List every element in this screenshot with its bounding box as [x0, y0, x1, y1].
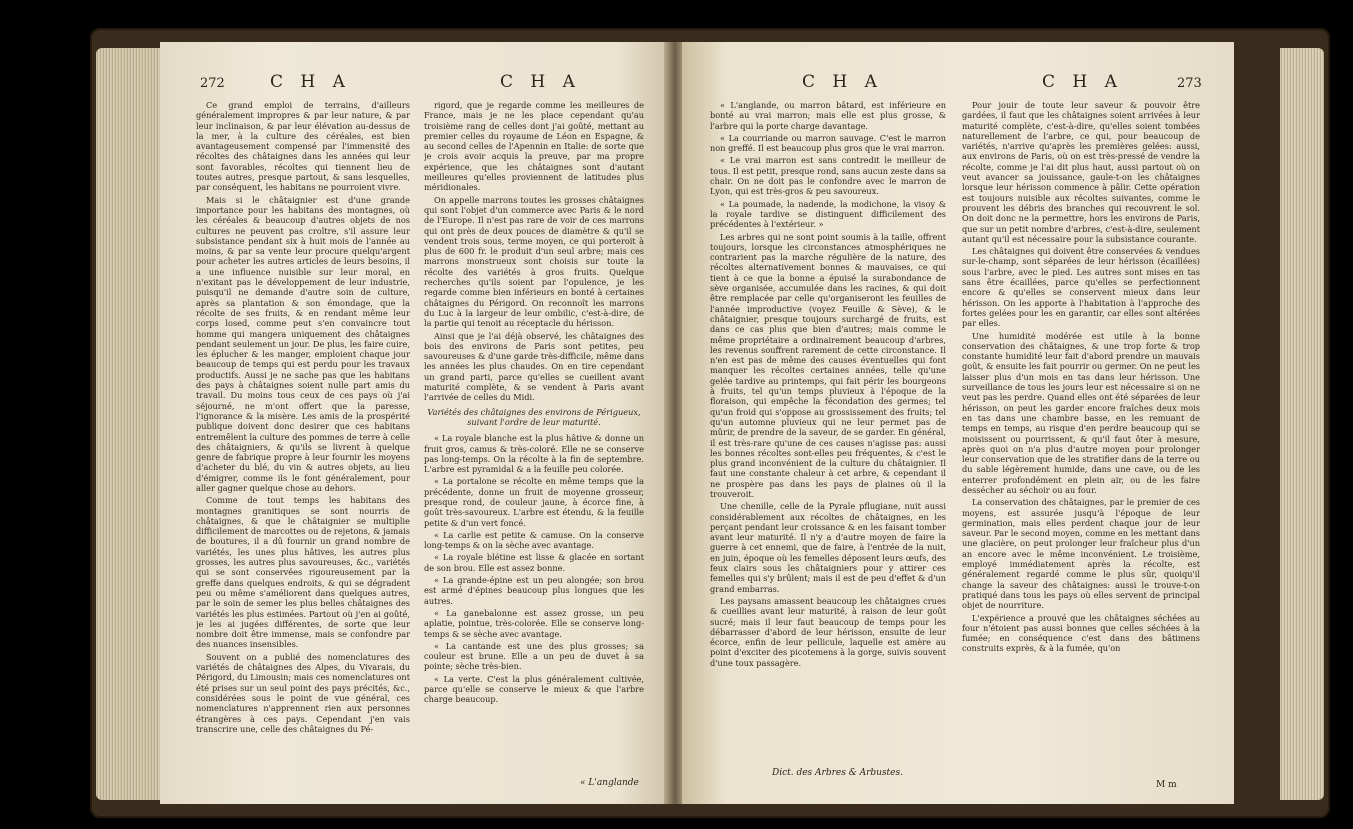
running-head-left-col1: C H A — [270, 72, 351, 92]
paragraph: « La courriande ou marron sauvage. C'est le marron non greffé. Il est beaucoup plus gros que le vrai marron. — [710, 132, 946, 154]
column-footnote: Dict. des Arbres & Arbustes. — [772, 768, 903, 778]
paragraph: Ainsi que je l'ai déjà observé, les châtaignes des bois des environs de Paris sont petites, peu savoureuses & d'une garde très-difficile, même dans les années les plus chaudes. On en tire cependant un grand parti, parce qu'elles se cueillent avant maturité complète, & se vendent à Paris avant l'arrivée de celles du Midi. — [424, 330, 644, 403]
right-page — [682, 42, 1234, 804]
page-number-left: 272 — [200, 76, 225, 91]
paragraph: « La poumade, la nadende, la modichone, la visoy & la royale tardive se distinguent difficilement des précédentes à l'extérieur. » — [710, 198, 946, 230]
page-edges-left — [96, 48, 164, 800]
paragraph: « La grande-épine est un peu alongée; son brou est armé d'épines beaucoup plus longues que les autres. — [424, 575, 644, 606]
paragraph: Mais si le châtaignier est d'une grande importance pour les habitans des montagnes, où les céréales & beaucoup d'autres objets de nos cultures ne peuvent pas croître, s'il assure leur subsistance pendant six à huit mois de l'année au moins, & par sa vente leur procure quelqu'argent pour acheter les autres articles de leurs besoins, il a une influence nuisible sur leur moral, en n'exitant pas le développement de leur industrie, puisqu'il ne demande d'autre soin de culture, après sa plantation & son émondage, que la récolte de ses fruits, & en rendant même leur corps losed, comme peut s'en convaincre tout homme qui mangera uniquement des châtaignes pendant seulement un jour. De plus, les faire cuire, les éplucher & les manger, emploient chaque jour beaucoup de temps qui est perdu pour les travaux productifs. Aussi je ne sache pas que les habitans des pays à châtaignes soient nulle part amis du travail. Du moins tous ceux de ces pays où j'ai séjourné, ne m'ont offert que la paresse, l'ignorance & la misère. Les amis de la prospérité publique doivent donc desirer que ces habitans entremêlent la culture des pommes de terre à celle des châtaigniers, & qu'ils se livrent à quelque genre de fabrique propre à leur fournir les moyens d'acheter du blé, du vin & autres objets, au lieu d'émigrer, comme ils le font généralement, pour aller gagner quelque chose au dehors. — [196, 194, 410, 493]
paragraph: « La cantande est une des plus grosses; sa couleur est brune. Elle a un peu de duvet à sa pointe; sèche très-bien. — [424, 640, 644, 672]
left-page-column-2 — [424, 100, 644, 780]
paragraph: La conservation des châtaignes, par le premier de ces moyens, est assurée jusqu'à l'époque de leur germination, mais elles perdent chaque jour de leur saveur. Par le second moyen, comme en les mettant dans une glacière, on peut prolonger leur fraîcheur plus d'un an encore avec le même inconvénient. Le troisième, employé immédiatement après la récolte, est généralement regardé comme le plus sûr, quoiqu'il change la saveur des châtaignes: aussi le trouve-t-on pratiqué dans tous les pays où elles servent de principal objet de nourriture. — [962, 497, 1200, 611]
paragraph: L'expérience a prouvé que les châtaignes séchées au four n'étoient pas aussi bonnes que celles séchées à la fumée; en conséquence c'est dans des bâtimens construits exprès, & à la fumée, qu'on — [962, 612, 1200, 654]
right-page-column-1 — [710, 100, 946, 762]
running-head-right-col1: C H A — [802, 72, 883, 92]
paragraph: Une humidité modérée est utile à la bonne conservation des châtaignes, & une trop forte & trop constante humidité leur fait d'abord prendre un mauvais goût, & ensuite les fait pourrir ou germer. On ne peut les laisser plus d'un mois en tas dans leur hérisson. Une surveillance de tous les jours leur est nécessaire si on ne veut pas les perdre. Quand elles ont été séparées de leur hérisson, on peut les garder encore fraîches deux mois en tas dans une chambre basse, en les remuant de temps en temps, au risque d'en perdre beaucoup qui se moisissent ou pourrissent, & qu'il faut ôter à mesure, après quoi on n'a plus d'autre moyen pour prolonger leur conservation que de les stratifier dans de la terre ou du sable légèrement humide, dans une cave, ou de les enterrer profondément en plein air, ou de les faire dessécher au séchoir ou au four. — [962, 330, 1200, 495]
paragraph: « La ganebalonne est assez grosse, un peu aplatie, pointue, très-colorée. Elle se conserve long-temps & se sèche avec avantage. — [424, 607, 644, 639]
left-page — [160, 42, 668, 804]
paragraph: « La royale blétine est lisse & glacée en sortant de son brou. Elle est assez bonne. — [424, 552, 644, 573]
paragraph: Pour jouir de toute leur saveur & pouvoir être gardées, il faut que les châtaignes soient arrivées à leur maturité complète, c'est-à-dire, qu'elles soient tombées naturellement de l'arbre, ce qui, pour beaucoup de variétés, n'arrive qu'après les premières gelées: aussi, aux environs de Paris, où on est très-pressé de vendre la récolte, comme je l'ai dit plus haut, aussi partout où on veut avancer sa jouissance, gaule-t-on les châtaignes lorsque leur hérisson commence à pâlir. Cette opération est toujours nuisible aux récoltes suivantes, comme le prouvent les débris des branches qui recouvrent le sol. On doit donc ne la permettre, hors les environs de Paris, que sur un petit nombre d'arbres, c'est-à-dire, seulement autant qu'il est nécessaire pour la subsistance courante. — [962, 100, 1200, 244]
paragraph: On appelle marrons toutes les grosses châtaignes qui sont l'objet d'un commerce avec Paris & le nord de l'Europe. Il n'est pas rare de voir de ces marrons qui ont près de deux pouces de diamètre & qu'il se vendent trois sous, terme moyen, ce qui porteroit à plus de 600 fr. le produit d'un seul arbre; mais ces marrons monstrueux sont choisis sur toute la récolte des variétés à gros fruits. Quelque recherches qu'ils soient par l'opulence, je les regarde comme bien inférieurs en bonté à certaines châtaignes du Périgord. On reconnoît les marrons du Luc à la largeur de leur ombilic, c'est-à-dire, de la partie qui tenoit au réceptacle du hérisson. — [424, 194, 644, 329]
paragraph: « La portalone se récolte en même temps que la précédente, donne un fruit de moyenne grosseur, presque rond, de couleur jaune, à écorce fine, à goût très-savoureux. L'arbre est étendu, & la feuille petite & d'un vert foncé. — [424, 476, 644, 528]
paragraph: Les arbres qui ne sont point soumis à la taille, offrent toujours, lorsque les circonstances atmosphériques ne contrarient pas la marche régulière de la nature, des récoltes alternativement bonnes & mauvaises, ce qui tient à ce que la bonne a épuisé la surabondance de sève organisée, accumulée dans les racines, & qui doit être remplacée par celle qu'organiseront les feuilles de l'année improductive (voyez Feuille & Sève), & le châtaignier, presque toujours surchargé de fruits, est dans ce cas plus que bien d'autres; mais comme le même propriétaire a ordinairement beaucoup d'arbres, les revenus souffrent rarement de cette circonstance. Il n'en est pas de même des causes éventuelles qui font manquer les récoltes certaines années, telle qu'une gelée tardive au printemps, qui fait périr les bourgeons à fruits, tel qu'un temps pluvieux à l'époque de la floraison, qui empêche la fécondation des germes; tel qu'un froid qui s'oppose au grossissement des fruits; tel qu'un automne pluvieux qui ne leur permet pas de mûrir, de prendre de la saveur, de se garder. En général, il est très-rare qu'une de ces causes n'agisse pas: aussi les bonnes récoltes sont-elles peu fréquentes, & c'est le plus grand inconvénient de la culture du châtaignier. Il faut une constante chaleur à cet arbre, & cependant il ne prospère pas dans les pays de plaines où il la trouveroit. — [710, 231, 946, 499]
paragraph: Une chenille, celle de la Pyrale pflugiane, nuit aussi considérablement aux récoltes de châtaignes, en les perçant pendant leur croissance & en les faisant tomber avant leur maturité. Il n'y a d'autre moyen de faire la guerre à cet ennemi, que de faire, à l'entrée de la nuit, en juin, époque où les femelles déposent leurs œufs, des feux clairs sous les châtaigniers pour y attirer ces femelles qui s'y brûlent; mais il est de peu d'effet & d'un grand embarras. — [710, 501, 946, 594]
paragraph: « La carlie est petite & camuse. On la conserve long-temps & on la sèche avec avantage. — [424, 529, 644, 551]
paragraph: Souvent on a publié des nomenclatures des variétés de châtaignes des Alpes, du Vivarais, du Périgord, du Limousin; mais ces nomenclatures ont été prises sur un seul point des pays précités, &c., considérées sous le point de vue général, ces nomenclatures n'apprennent rien aux personnes étrangères à ces pays. Cependant j'en vais transcrire une, celle des châtaignes du Pé- — [196, 651, 410, 734]
paragraph: Ce grand emploi de terrains, d'ailleurs généralement impropres & par leur nature, & par leur inclinaison, & par leur élévation au-dessus de la mer, à la culture des céréales, est bien avantageusement compensé par l'immensité des récoltes des châtaignes dans les années qui leur sont favorables, récoltes qui tiennent lieu de toutes autres, presque partout, & sans lesquelles, par conséquent, les habitans ne pourroient vivre. — [196, 100, 410, 193]
paragraph: Les paysans amassent beaucoup les châtaignes crues & cueillies avant leur maturité, à raison de leur goût sucré; mais il leur faut beaucoup de temps pour les débarrasser d'abord de leur hérisson, ensuite de leur écorce, enfin de leur pellicule, laquelle est amère au point d'exciter des picotemens à la gorge, suivis souvent d'une toux passagère. — [710, 595, 946, 668]
paragraph: « La verte. C'est la plus généralement cultivée, parce qu'elle se conserve le mieux & que l'arbre charge beaucoup. — [424, 673, 644, 705]
signature-mark: M m — [1156, 780, 1177, 790]
left-page-column-1 — [196, 100, 410, 790]
open-book — [90, 28, 1330, 818]
paragraph: Comme de tout temps les habitans des montagnes granitiques se sont nourris de châtaignes, & que le châtaignier se multiplie difficilement de marcottes ou de rejetons, & jamais de boutures, il a dû fournir un grand nombre de variétés, les unes plus hâtives, les autres plus grosses, les autres plus savoureuses, &c., variétés qui se sont conservées rigoureusement par la greffe dans quelques endroits, & qui se dégradent peu ou même s'améliorent dans quelques autres, par le soin de semer les plus belles châtaignes des variétés les plus estimées. Partout où j'en ai goûté, je les ai jugées différentes, de sorte que leur nombre doit être immense, mais se confondre par des nuances insensibles. — [196, 495, 410, 650]
catchword: « L'anglande — [580, 778, 639, 788]
page-edges-right — [1280, 48, 1324, 800]
paragraph: « Le vrai marron est sans contredit le meilleur de tous. Il est petit, presque rond, sans aucun zeste dans sa chair. On ne doit pas le confondre avec le marron de Lyon, qui est très-gros & peu savoureux. — [710, 155, 946, 197]
running-head-right-col2: C H A — [1042, 72, 1123, 92]
paragraph: « La royale blanche est la plus hâtive & donne un fruit gros, camus & très-coloré. Elle ne se conserve pas long-temps. On la récolte à la fin de septembre. L'arbre est pyramidal & a la feuille peu colorée. — [424, 433, 644, 475]
paragraph: Les châtaignes qui doivent être conservées & vendues sur-le-champ, sont séparées de leur hérisson (écaillées) sous l'arbre, avec le pied. Les autres sont mises en tas sans être écaillées, parce qu'elles se perfectionnent encore & qu'elles se conservent mieux dans leur hérisson. On les apporte à l'habitation à l'approche des fortes gelées pour les en garantir, car elles sont altérées par elles. — [962, 246, 1200, 329]
right-page-column-2 — [962, 100, 1200, 772]
paragraph: rigord, que je regarde comme les meilleures de France, mais je ne les place cependant qu'au troisième rang de celles dont j'ai goûté, mettant au premier celles du royaume de Léon en Espagne, & au second celles de l'Apennin en Italie: de sorte que je crois avoir acquis la preuve, par ma propre expérience, que les châtaignes sont d'autant meilleures qu'elles proviennent de latitudes plus méridionales. — [424, 100, 644, 193]
running-head-left-col2: C H A — [500, 72, 581, 92]
page-number-right: 273 — [1177, 76, 1202, 91]
section-heading: Variétés des châtaignes des environs de Périgueux, suivant l'ordre de leur maturité. — [427, 406, 641, 427]
paragraph: « L'anglande, ou marron bâtard, est inférieure en bonté au vrai marron; mais elle est plus grosse, & l'arbre qui la porte charge davantage. — [710, 100, 946, 131]
